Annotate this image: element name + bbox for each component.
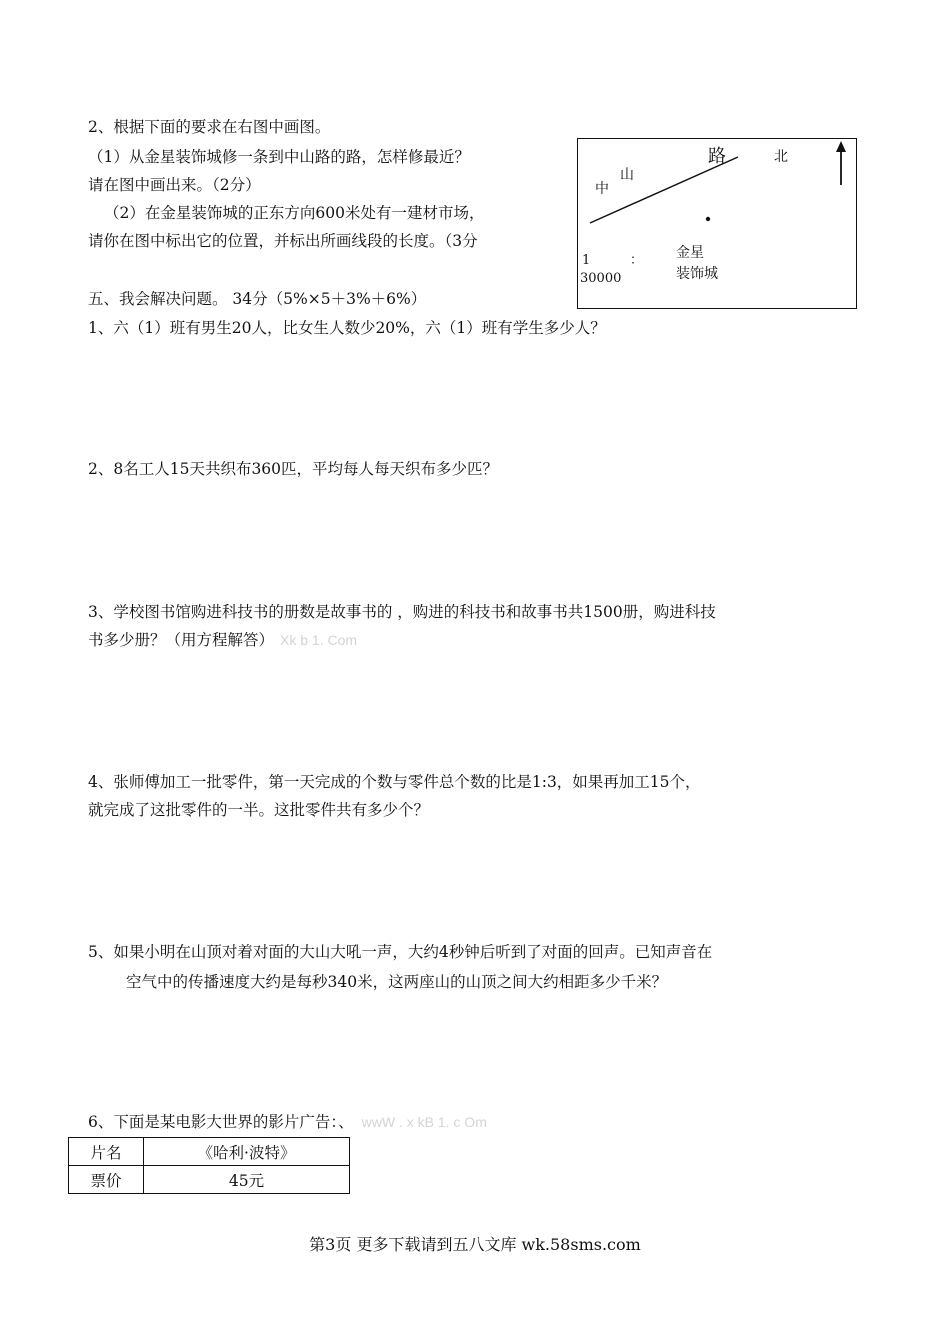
section5-heading: 五、我会解决问题。 34分（5%×5＋3%＋6%） xyxy=(88,290,427,308)
question-3-line1: 3、学校图书馆购进科技书的册数是故事书的 ，购进的科技书和故事书共1500册，购进科技 xyxy=(88,603,716,621)
place-label-line2: 装饰城 xyxy=(676,266,718,282)
table-row xyxy=(69,1166,350,1194)
table-cell-label: 票价 xyxy=(69,1166,144,1194)
question-5-line1: 5、如果小明在山顶对着对面的大山大吼一声，大约4秒钟后听到了对面的回声。已知声音在 xyxy=(88,943,713,961)
q2-part1-line2: 请在图中画出来。（2分） xyxy=(88,176,261,194)
road-char-zhong: 中 xyxy=(595,181,609,197)
question-2: 2、8名工人15天共织布360匹，平均每人每天织布多少匹？ xyxy=(88,460,499,478)
road-char-lu: 路 xyxy=(708,146,726,167)
question-3-text: 书多少册？（用方程解答） xyxy=(88,631,275,649)
watermark-text-2: wwW . x kB 1. c Om xyxy=(361,1114,487,1130)
q2-part2-line1: （2）在金星装饰城的正东方向600米处有一建材市场， xyxy=(104,204,485,222)
map-figure xyxy=(577,138,857,309)
question-1: 1、六（1）班有男生20人，比女生人数少20%，六（1）班有学生多少人？ xyxy=(88,319,606,337)
question-3-line2 xyxy=(88,630,357,650)
jinxing-location-dot xyxy=(706,217,710,221)
north-label: 北 xyxy=(774,149,788,165)
table-cell-value: 45元 xyxy=(144,1166,350,1194)
q2-title: 2、根据下面的要求在右图中画图。 xyxy=(88,118,331,136)
place-label-line1: 金星 xyxy=(676,245,704,261)
movie-ad-table xyxy=(68,1137,350,1194)
table-cell-label: 片名 xyxy=(69,1138,144,1166)
question-4-line1: 4、张师傅加工一批零件，第一天完成的个数与零件总个数的比是1:3，如果再加工15个， xyxy=(88,773,701,791)
question-4-line2: 就完成了这批零件的一半。这批零件共有多少个？ xyxy=(88,801,430,819)
question-5-line2: 空气中的传播速度大约是每秒340米，这两座山的山顶之间大约相距多少千米？ xyxy=(126,973,668,991)
q2-part1-line1: （1）从金星装饰城修一条到中山路的路，怎样修最近？ xyxy=(88,148,470,166)
scale-right: 30000 xyxy=(580,271,622,286)
table-row xyxy=(69,1138,350,1166)
road-char-shan: 山 xyxy=(620,167,634,183)
scale-left: 1 xyxy=(582,253,591,268)
scale-colon: ： xyxy=(630,253,644,268)
north-arrowhead-icon xyxy=(836,141,846,152)
q2-part2-line2: 请你在图中标出它的位置，并标出所画线段的长度。（3分 xyxy=(88,232,478,250)
table-cell-value: 《哈利·波特》 xyxy=(144,1138,350,1166)
question-6-line xyxy=(88,1112,487,1132)
question-6-text: 6、下面是某电影大世界的影片广告：、 xyxy=(88,1113,354,1131)
page-footer: 第3页 更多下载请到五八文库 wk.58sms.com xyxy=(309,1235,641,1254)
watermark-text: Xk b 1. Com xyxy=(280,632,358,648)
